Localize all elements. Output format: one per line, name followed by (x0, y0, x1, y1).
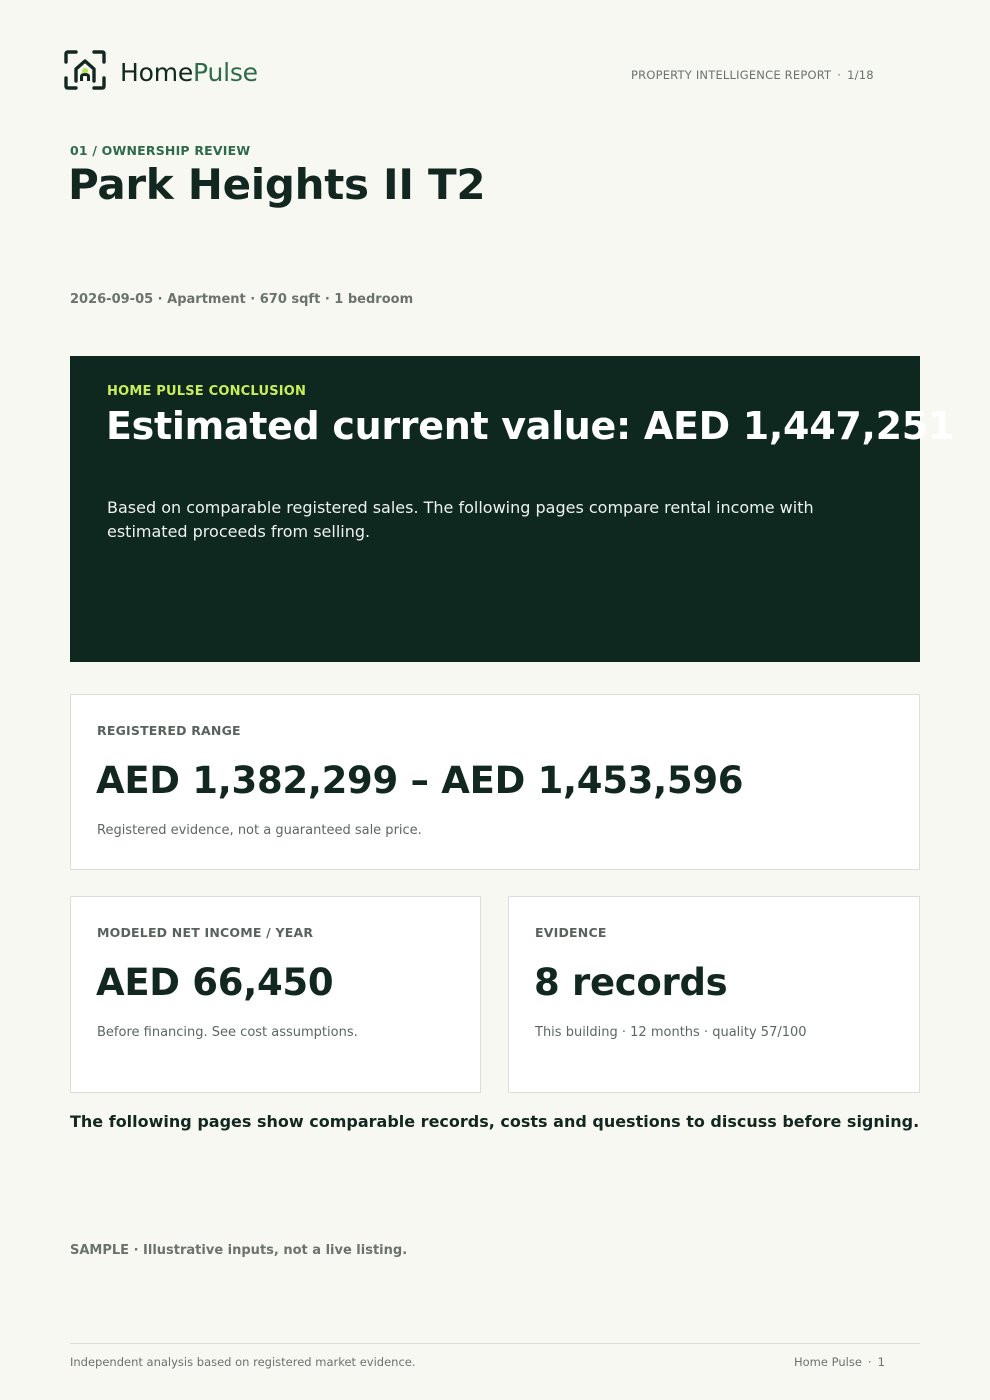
net-income-value: AED 66,450 (96, 961, 334, 1004)
conclusion-description: Based on comparable registered sales. The following pages compare rental income with estimated proceeds from selling. (107, 498, 814, 541)
header-separator: · (837, 68, 842, 82)
evidence-value: 8 records (534, 961, 728, 1004)
section-label: 01 / OWNERSHIP REVIEW (70, 143, 251, 158)
estimated-value: Estimated current value: AED 1,447,251 (106, 404, 955, 448)
card-note: Before financing. See cost assumptions. (97, 1025, 358, 1040)
footer-divider (70, 1343, 920, 1344)
sample-note: SAMPLE · Illustrative inputs, not a live listing. (70, 1243, 408, 1258)
conclusion-label: HOME PULSE CONCLUSION (107, 384, 307, 399)
card-label: REGISTERED RANGE (97, 723, 241, 738)
evidence-card (508, 896, 920, 1093)
registered-range-card (70, 694, 920, 870)
card-label: EVIDENCE (535, 925, 607, 940)
footer-page-info (794, 1355, 885, 1369)
footer-brand: Home Pulse (794, 1355, 862, 1369)
house-in-frame-icon (64, 50, 106, 90)
summary-text: The following pages show comparable records, costs and questions to discuss before signing. (70, 1112, 920, 1131)
footer-separator: · (867, 1355, 872, 1369)
footer-page-number: 1 (877, 1355, 885, 1369)
conclusion-panel (70, 356, 955, 662)
brand-pulse: Pulse (193, 58, 258, 87)
brand-home: Home (120, 58, 194, 87)
footer-disclaimer: Independent analysis based on registered market evidence. (70, 1355, 416, 1369)
registered-range-value: AED 1,382,299 – AED 1,453,596 (96, 759, 744, 802)
report-title: PROPERTY INTELLIGENCE REPORT (631, 68, 832, 82)
card-note: This building · 12 months · quality 57/100 (535, 1025, 807, 1040)
page-title: Park Heights II T2 (68, 160, 486, 209)
property-meta: 2026-09-05 · Apartment · 670 sqft · 1 bedroom (70, 292, 414, 307)
net-income-card (70, 896, 481, 1093)
report-header-label (631, 68, 874, 82)
card-label: MODELED NET INCOME / YEAR (97, 925, 314, 940)
page-indicator: 1/18 (847, 68, 874, 82)
card-note: Registered evidence, not a guaranteed sale price. (97, 823, 422, 838)
brand-logo-text (120, 58, 258, 87)
